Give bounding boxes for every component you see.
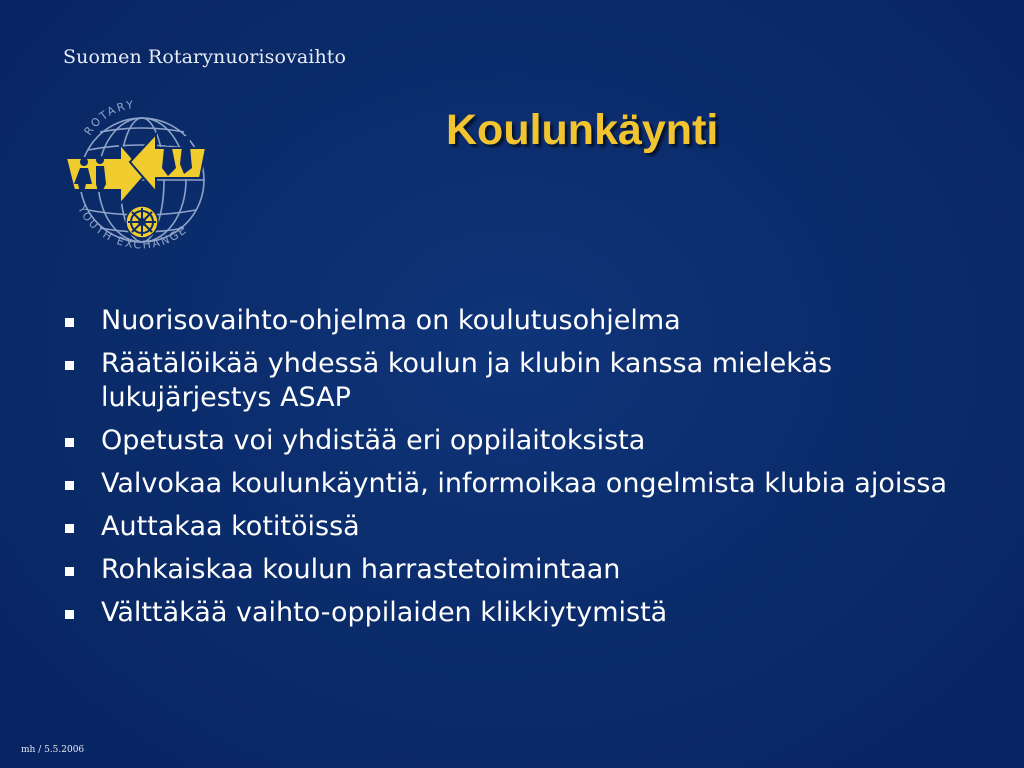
rotary-youth-exchange-logo xyxy=(60,88,220,268)
bullet-item xyxy=(62,467,982,501)
bullet-square-icon xyxy=(65,481,74,490)
bullet-text: Räätälöikää yhdessä koulun ja klubin kanssa mielekäs lukujärjestys ASAP xyxy=(101,348,833,413)
bullet-item xyxy=(62,510,982,544)
logo-text-top: ROTARY xyxy=(81,98,136,138)
bullet-text: Valvokaa koulunkäyntiä, informoikaa ongelmista klubia ajoissa xyxy=(101,468,948,499)
bullet-square-icon xyxy=(65,318,74,327)
bullet-list xyxy=(62,304,982,639)
footer-author-date: mh / 5.5.2006 xyxy=(21,745,85,755)
bullet-item xyxy=(62,304,982,338)
bullet-text: Auttakaa kotitöissä xyxy=(101,511,360,542)
bullet-text: Rohkaiskaa koulun harrastetoimintaan xyxy=(101,554,621,585)
organization-name: Suomen Rotarynuorisovaihto xyxy=(63,46,347,68)
bullet-text: Välttäkää vaihto-oppilaiden klikkiytymistä xyxy=(101,597,668,628)
logo-text-bottom: YOUTH EXCHANGE xyxy=(75,203,191,252)
bullet-square-icon xyxy=(65,361,74,370)
bullet-square-icon xyxy=(65,610,74,619)
bullet-text: Opetusta voi yhdistää eri oppilaitoksista xyxy=(101,425,646,456)
bullet-item xyxy=(62,347,982,415)
rotary-wheel-icon xyxy=(126,206,158,238)
bullet-item xyxy=(62,596,982,630)
bullet-item xyxy=(62,424,982,458)
bullet-square-icon xyxy=(65,438,74,447)
bullet-item xyxy=(62,553,982,587)
bullet-square-icon xyxy=(65,524,74,533)
bullet-square-icon xyxy=(65,567,74,576)
slide-title: Koulunkäynti xyxy=(446,106,719,154)
bullet-text: Nuorisovaihto-ohjelma on koulutusohjelma xyxy=(101,305,681,336)
